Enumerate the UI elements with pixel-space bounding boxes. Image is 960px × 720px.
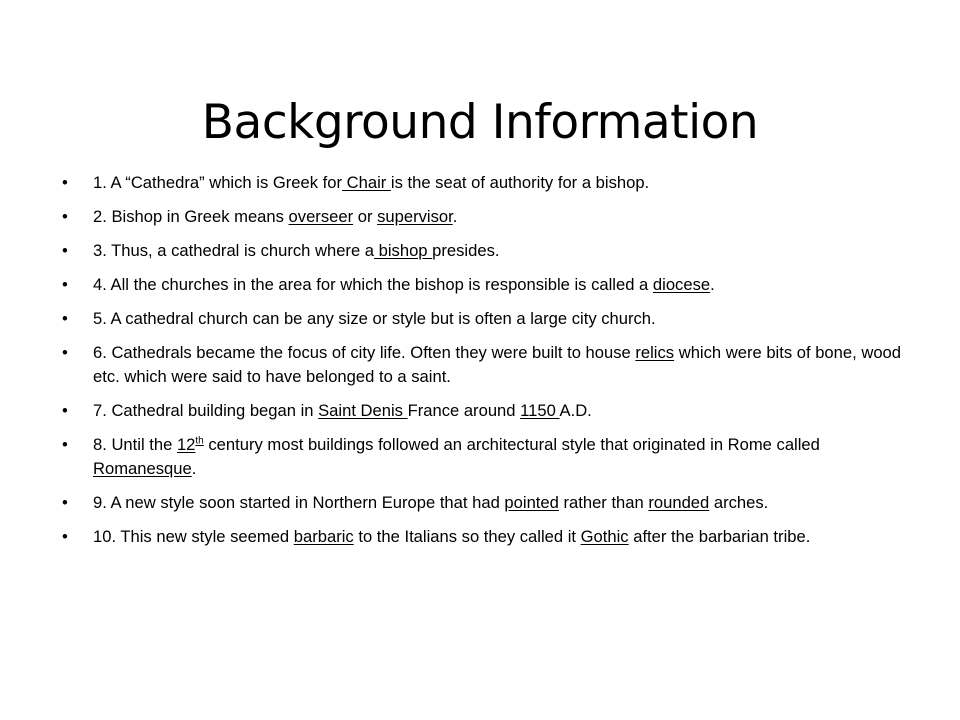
text-run: 9. A new style soon started in Northern Europe that had bbox=[93, 493, 505, 512]
text-run: . bbox=[710, 275, 715, 294]
bullet-text bbox=[93, 241, 500, 260]
bullet-text bbox=[93, 309, 656, 328]
bullet-dot: • bbox=[62, 343, 68, 362]
text-run: which were bits of bone, wood etc. which were said to have belonged to a saint. bbox=[93, 343, 902, 386]
bullet-text bbox=[93, 435, 820, 478]
bullet-text bbox=[93, 401, 592, 420]
bullet-item bbox=[62, 307, 922, 331]
bullet-text bbox=[93, 493, 768, 512]
text-run: 3. Thus, a cathedral is church where a bbox=[93, 241, 375, 260]
bullet-item bbox=[62, 491, 922, 515]
bullet-dot: • bbox=[62, 309, 68, 328]
bullet-item bbox=[62, 239, 922, 263]
underlined-term: barbaric bbox=[293, 527, 354, 546]
bullet-item bbox=[62, 273, 922, 297]
bullet-dot: • bbox=[62, 241, 68, 260]
bullet-item bbox=[62, 433, 922, 481]
underlined-term: rounded bbox=[648, 493, 710, 512]
slide-title: Background Information bbox=[201, 95, 759, 151]
bullet-item bbox=[62, 525, 922, 549]
bullet-list bbox=[62, 171, 922, 559]
underlined-term: bishop bbox=[374, 241, 433, 260]
text-run: 2. Bishop in Greek means bbox=[93, 207, 289, 226]
bullet-dot: • bbox=[62, 401, 68, 420]
text-run: 4. All the churches in the area for which the bishop is responsible is called a bbox=[93, 275, 653, 294]
bullet-item bbox=[62, 205, 922, 229]
underlined-term: 1150 bbox=[520, 401, 560, 420]
underlined-term: diocese bbox=[652, 275, 711, 294]
text-run: to the Italians so they called it bbox=[353, 527, 581, 546]
text-run: 10. This new style seemed bbox=[93, 527, 294, 546]
text-run: 8. Until the bbox=[93, 435, 177, 454]
text-run: 5. A cathedral church can be any size or style but is often a large city church. bbox=[93, 309, 656, 328]
text-run: after the barbarian tribe. bbox=[628, 527, 811, 546]
underlined-term: Chair bbox=[342, 173, 391, 192]
text-run: arches. bbox=[709, 493, 769, 512]
underlined-term: pointed bbox=[504, 493, 559, 512]
text-run: 1. A “Cathedra” which is Greek for bbox=[93, 173, 343, 192]
text-run: century most buildings followed an architectural style that originated in Rome called bbox=[203, 435, 820, 454]
text-run: . bbox=[191, 459, 197, 478]
text-run: or bbox=[353, 207, 378, 226]
bullet-item bbox=[62, 341, 922, 389]
bullet-dot: • bbox=[62, 435, 68, 454]
bullet-dot: • bbox=[62, 275, 68, 294]
text-run: France around bbox=[407, 401, 521, 420]
bullet-dot: • bbox=[62, 173, 68, 192]
bullet-dot: • bbox=[62, 207, 68, 226]
bullet-dot: • bbox=[62, 493, 68, 512]
underlined-term: Romanesque bbox=[93, 459, 192, 478]
underlined-term: 12 bbox=[176, 435, 196, 454]
underlined-term: Saint Denis bbox=[318, 401, 408, 420]
bullet-text bbox=[93, 207, 457, 226]
text-run: A.D. bbox=[559, 401, 592, 420]
bullet-text bbox=[93, 527, 810, 546]
text-run: 6. Cathedrals became the focus of city life. Often they were built to house bbox=[93, 343, 636, 362]
bullet-dot: • bbox=[62, 527, 68, 546]
underlined-term: Gothic bbox=[580, 527, 629, 546]
bullet-text bbox=[93, 343, 901, 386]
underlined-term: supervisor bbox=[377, 207, 453, 226]
bullet-item bbox=[62, 171, 922, 195]
bullet-text bbox=[93, 173, 649, 192]
bullet-text bbox=[93, 275, 715, 294]
text-run: presides. bbox=[432, 241, 500, 260]
text-run: rather than bbox=[558, 493, 649, 512]
bullet-item bbox=[62, 399, 922, 423]
text-run: . bbox=[452, 207, 458, 226]
text-run: 7. Cathedral building began in bbox=[93, 401, 319, 420]
text-run: is the seat of authority for a bishop. bbox=[390, 173, 650, 192]
underlined-term: relics bbox=[635, 343, 675, 362]
underlined-term: th bbox=[195, 435, 204, 447]
underlined-term: overseer bbox=[288, 207, 354, 226]
